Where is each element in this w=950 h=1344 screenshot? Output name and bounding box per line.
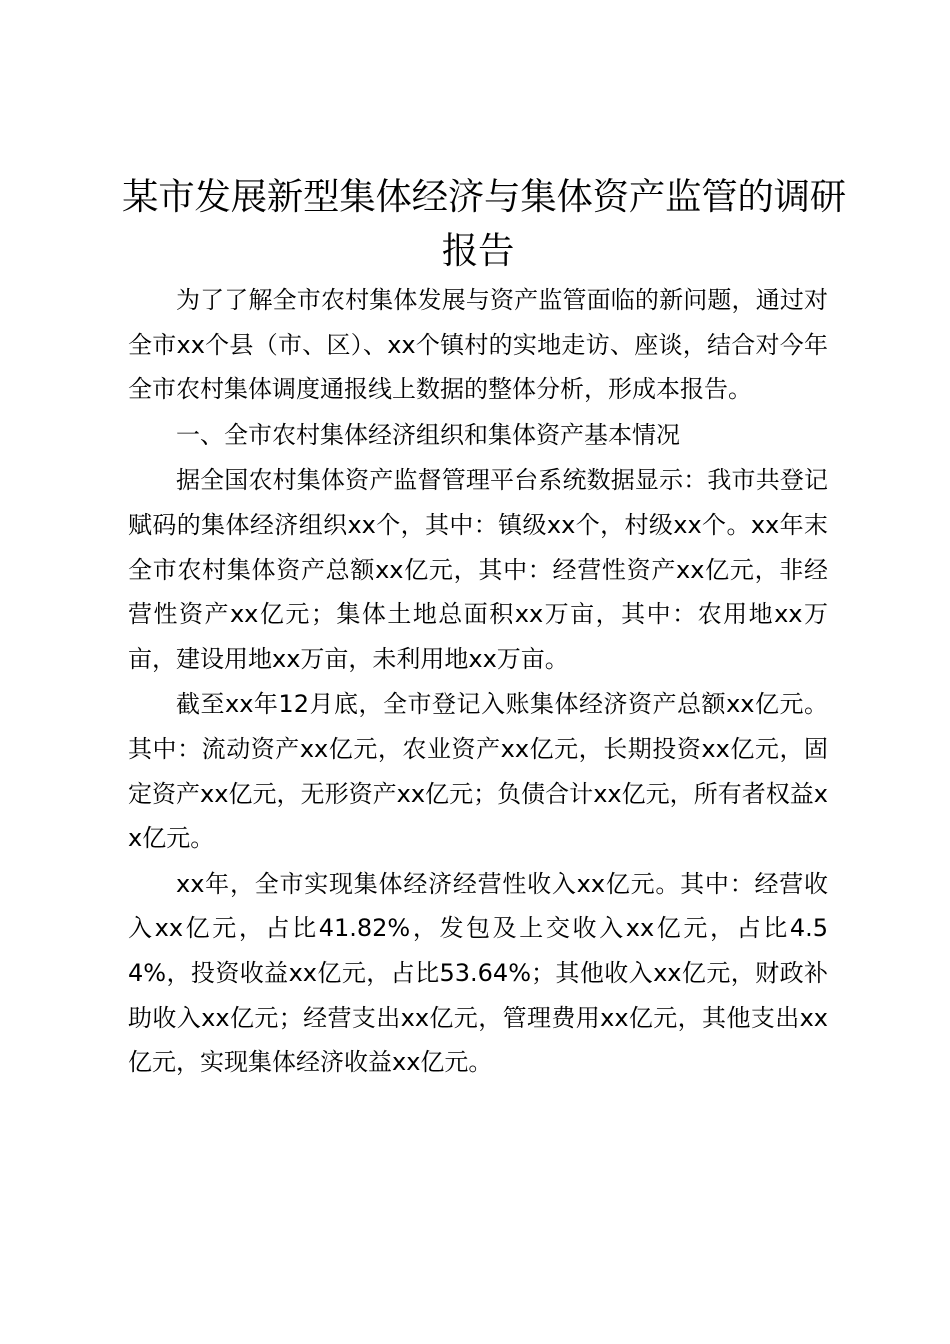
document-title: [122, 170, 846, 278]
title-line-1: 某市发展新型集体经济与集体资产监管的调研: [122, 175, 846, 218]
intro-paragraph: 为了了解全市农村集体发展与资产监管面临的新问题，通过对全市xx个县（市、区）、xx个镇村的实地走访、座谈，结合对今年全市农村集体调度通报线上数据的整体分析，形成本报告。: [128, 286, 828, 404]
section-heading-1: 一、全市农村集体经济组织和集体资产基本情况: [176, 420, 680, 449]
document-page: [122, 170, 846, 1085]
body-paragraph-organizations: 据全国农村集体资产监督管理平台系统数据显示：我市共登记赋码的集体经济组织xx个，其中：镇级xx个，村级xx个。xx年末全市农村集体资产总额xx亿元，其中：经营性资产xx亿元，非经营性资产xx亿元；集体土地总面积xx万亩，其中：农用地xx万亩，建设用地xx万亩，未利用地xx万亩。: [128, 466, 828, 673]
body-paragraph-assets: 截至xx年12月底，全市登记入账集体经济资产总额xx亿元。其中：流动资产xx亿元，农业资产xx亿元，长期投资xx亿元，固定资产xx亿元，无形资产xx亿元；负债合计xx亿元，所有者权益xx亿元。: [128, 690, 828, 853]
body-paragraph-income: xx年，全市实现集体经济经营性收入xx亿元。其中：经营收入xx亿元，占比41.82%，发包及上交收入xx亿元，占比4.54%，投资收益xx亿元，占比53.64%；其他收入xx亿元，财政补助收入xx亿元；经营支出xx亿元，管理费用xx亿元，其他支出xx亿元，实现集体经济收益xx亿元。: [128, 869, 828, 1077]
title-line-2: 报告: [441, 229, 515, 272]
